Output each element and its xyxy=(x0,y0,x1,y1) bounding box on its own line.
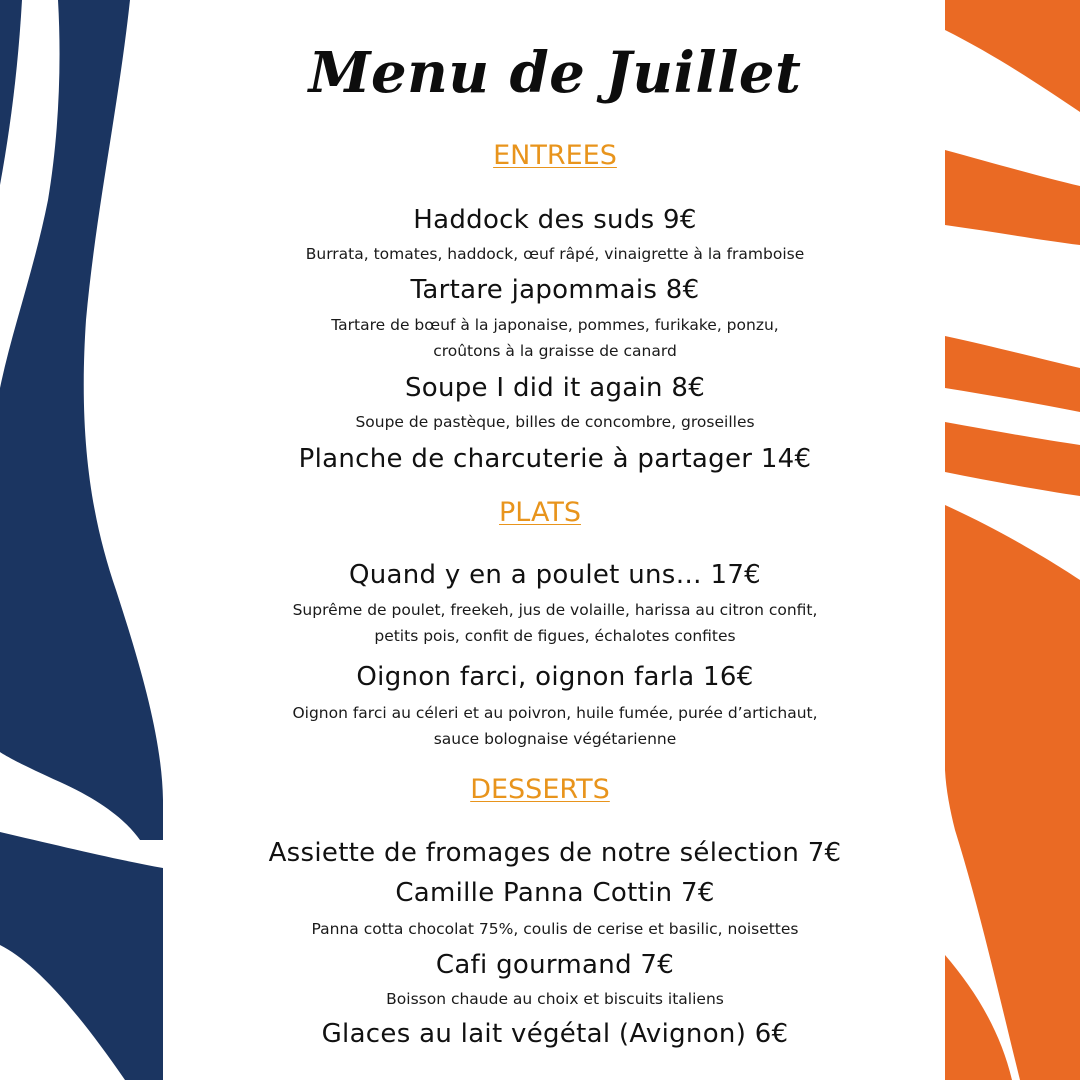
dish-description xyxy=(165,312,945,364)
orange-band-2 xyxy=(945,150,1080,245)
dish-name: Camille Panna Cottin 7€ xyxy=(395,878,715,908)
dish-description-line: Tartare de bœuf à la japonaise, pommes, furikake, ponzu, xyxy=(331,316,779,334)
section-title-entrees: ENTREES xyxy=(493,140,617,171)
dish-description-line: Soupe de pastèque, billes de concombre, groseilles xyxy=(355,413,755,431)
dish-name: Glaces au lait végétal (Avignon) 6€ xyxy=(321,1019,789,1049)
menu-content xyxy=(165,0,945,1080)
dish-description xyxy=(165,241,945,267)
menu-title: Menu de Juillet xyxy=(308,40,802,106)
dish-description-line: Burrata, tomates, haddock, œuf râpé, vinaigrette à la framboise xyxy=(305,245,805,263)
dish-description-line: Boisson chaude au choix et biscuits italiens xyxy=(386,990,724,1008)
dish-name: Soupe I did it again 8€ xyxy=(404,373,706,403)
dish-name: Oignon farci, oignon farla 16€ xyxy=(356,662,754,692)
section-title-plats: PLATS xyxy=(499,497,581,528)
dish-description-line: croûtons à la graisse de canard xyxy=(433,342,677,360)
navy-left-edge-sliver xyxy=(0,0,22,185)
orange-top-band xyxy=(945,0,1080,112)
section-title-desserts: DESSERTS xyxy=(470,774,610,805)
dish-description-line: Suprême de poulet, freekeh, jus de volaille, harissa au citron confit, xyxy=(292,601,818,619)
orange-band-4 xyxy=(945,422,1080,496)
dish-name: Planche de charcuterie à partager 14€ xyxy=(298,444,812,474)
dish-description xyxy=(165,409,945,435)
dish-name: Quand y en a poulet uns… 17€ xyxy=(348,560,762,590)
dish-description xyxy=(165,916,945,942)
navy-main-wave xyxy=(0,0,163,840)
dish-description xyxy=(165,986,945,1012)
orange-band-3 xyxy=(945,336,1080,412)
dish-description-line: Oignon farci au céleri et au poivron, huile fumée, purée d’artichaut, xyxy=(292,704,818,722)
navy-bottom-wave xyxy=(0,832,163,1080)
dish-description xyxy=(165,700,945,752)
dish-name: Assiette de fromages de notre sélection 7€ xyxy=(268,838,842,868)
dish-description-line: sauce bolognaise végétarienne xyxy=(433,730,677,748)
dish-name: Tartare japommais 8€ xyxy=(410,275,700,305)
dish-description-line: petits pois, confit de figues, échalotes confites xyxy=(374,627,736,645)
dish-name: Haddock des suds 9€ xyxy=(413,205,697,235)
dish-name: Cafi gourmand 7€ xyxy=(435,950,675,980)
dish-description xyxy=(165,597,945,649)
dish-description-line: Panna cotta chocolat 75%, coulis de cerise et basilic, noisettes xyxy=(311,920,799,938)
